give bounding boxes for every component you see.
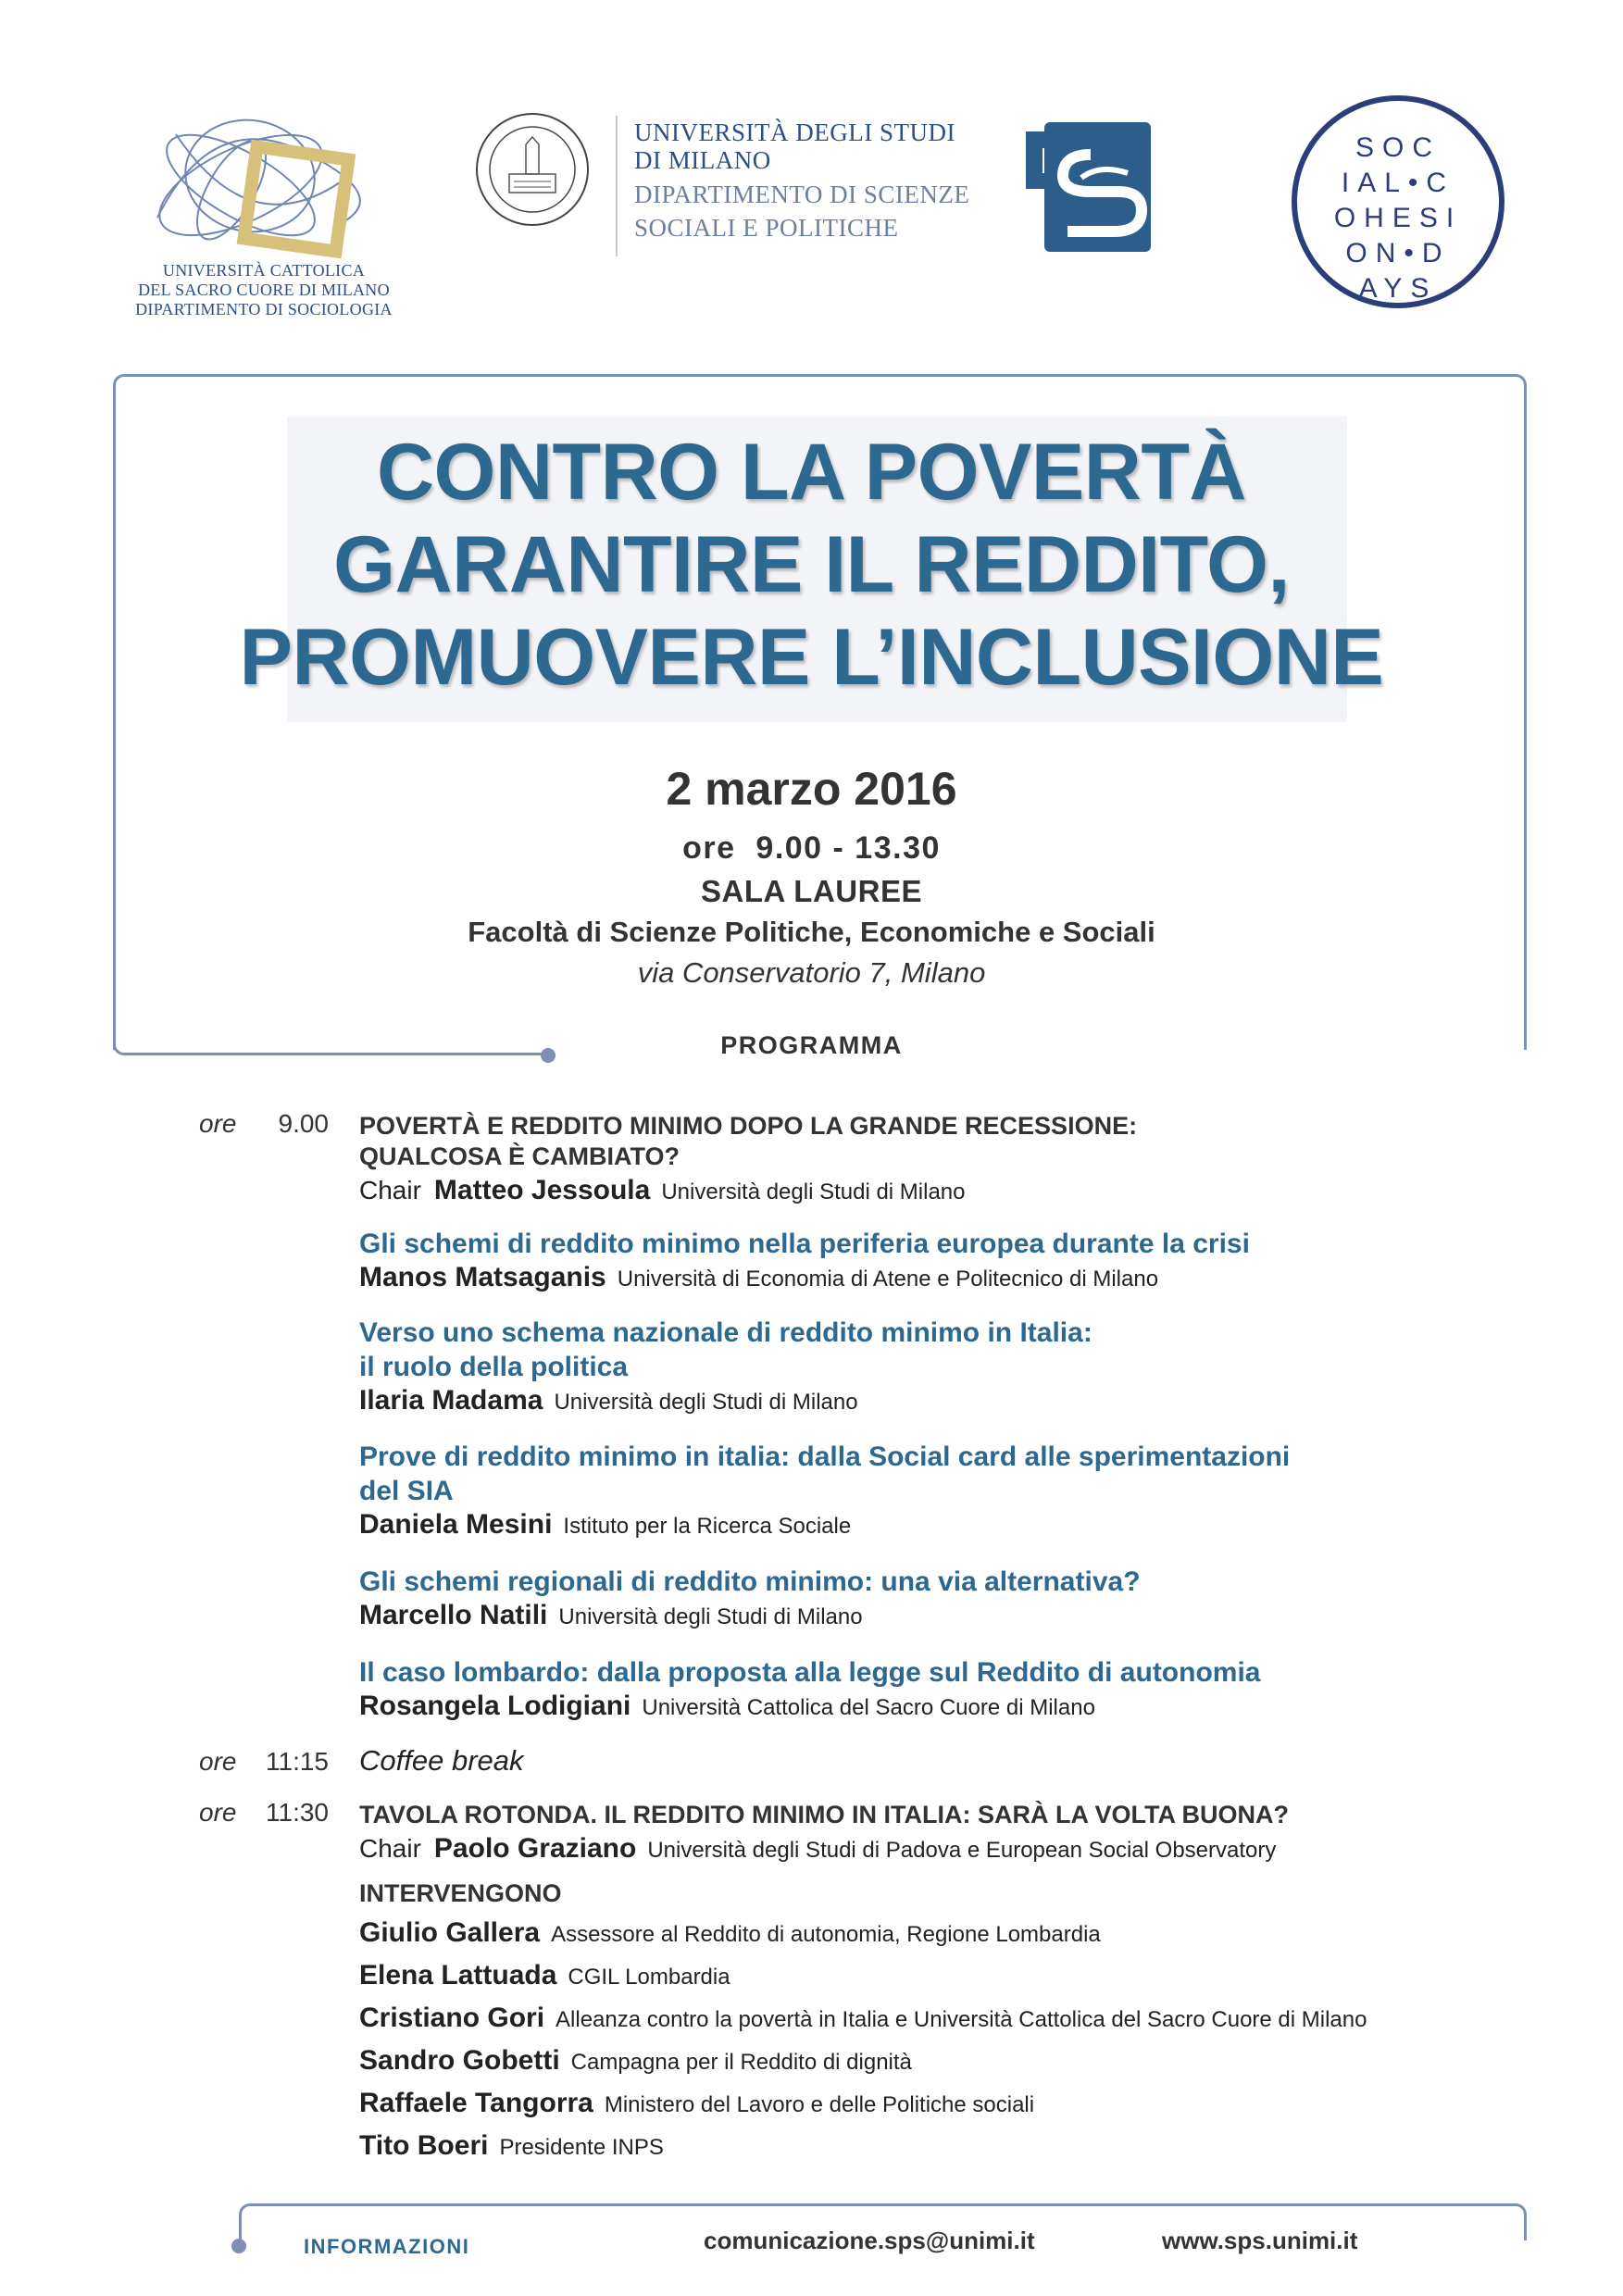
ucsc-line-3: DIPARTIMENTO DI SOCIOLOGIA [135, 300, 393, 318]
speaker-affiliation: Università degli Studi di Milano [558, 1604, 863, 1629]
speaker-affiliation: Campagna per il Reddito di dignità [570, 2050, 912, 2075]
scd-line-3: OHESI [1333, 203, 1463, 233]
title-line-2: GARANTIRE IL REDDITO, [333, 520, 1290, 609]
intervengono-heading: INTERVENGONO [359, 1879, 562, 1907]
session1-ore: ore [199, 1109, 237, 1138]
talk-title-line-2: il ruolo della politica [359, 1352, 629, 1382]
session1-time: 9.00 [278, 1109, 329, 1138]
unimi-seal [472, 109, 620, 257]
coffee-time: 11:15 [266, 1747, 329, 1776]
talk-title: Il caso lombardo: dalla proposta alla legge sul Reddito di autonomia [359, 1657, 1261, 1688]
session2-chair [359, 1832, 1517, 1867]
scd-line-5: AYS [1358, 273, 1438, 304]
talk-title: Gli schemi di reddito minimo nella periferia europea durante la crisi [359, 1229, 1250, 1259]
ucsc-line-1: UNIVERSITÀ CATTOLICA [162, 261, 366, 280]
speaker-affiliation: Presidente INPS [499, 2135, 664, 2160]
header-separator [616, 116, 618, 256]
social-cohesion-days-logo [1292, 95, 1504, 308]
unimi-name [634, 119, 969, 244]
session2-title: TAVOLA ROTONDA. IL REDDITO MINIMO IN ITALIA: SARÀ LA VOLTA BUONA? [359, 1801, 1289, 1828]
speaker-affiliation: Ministero del Lavoro e delle Politiche sociali [604, 2092, 1035, 2117]
talk-speaker [359, 1384, 1517, 1419]
page-title [185, 426, 1438, 704]
session1-title-line-1: POVERTÀ E REDDITO MINIMO DOPO LA GRANDE RECESSIONE: [359, 1112, 1138, 1140]
ucsc-logo [102, 97, 426, 329]
talk-5 [359, 1655, 1517, 1725]
footer-dot-icon [231, 2239, 246, 2253]
speaker-name: Elena Lattuada [359, 1960, 557, 1990]
programma-heading: PROGRAMMA [720, 1031, 903, 1059]
talk-3 [359, 1440, 1517, 1543]
unimi-line-2: DI MILANO [634, 146, 771, 174]
speaker-name: Tito Boeri [359, 2130, 489, 2161]
talk-title-line-1: Verso uno schema nazionale di reddito minimo in Italia: [359, 1317, 1092, 1348]
coffee-ore: ore [199, 1747, 237, 1776]
list-item [359, 2083, 1517, 2126]
title-line-3: PROMUOVERE L’INCLUSIONE [239, 613, 1384, 702]
chair-affiliation: Università degli Studi di Milano [661, 1179, 966, 1204]
talk-title-line-1: Prove di reddito minimo in italia: dalla Social card alle sperimentazioni [359, 1441, 1291, 1472]
ucsc-emblem-icon [102, 97, 426, 259]
unimi-line-1: UNIVERSITÀ DEGLI STUDI [634, 119, 955, 146]
chair-affiliation: Università degli Studi di Padova e European Social Observatory [647, 1838, 1277, 1863]
event-date: 2 marzo 2016 [666, 763, 957, 815]
speaker-name: Sandro Gobetti [359, 2045, 560, 2076]
speaker-affiliation: Alleanza contro la povertà in Italia e Università Cattolica del Sacro Cuore di Milano [556, 2007, 1367, 2032]
speaker-name: Marcello Natili [359, 1600, 548, 1630]
talk-title: Gli schemi regionali di reddito minimo: una via alternativa? [359, 1566, 1141, 1597]
session1 [359, 1111, 1517, 1209]
session2 [359, 1800, 1517, 2168]
title-line-1: CONTRO LA POVERTÀ [376, 428, 1247, 517]
speaker-name: Manos Matsaganis [359, 1262, 606, 1292]
info-email-link[interactable]: comunicazione.sps@unimi.it [704, 2227, 1035, 2254]
scd-line-1: SOC [1355, 132, 1441, 163]
speaker-affiliation: Università di Economia di Atene e Politecnico di Milano [617, 1267, 1159, 1292]
chair-name: Paolo Graziano [433, 1833, 637, 1864]
speaker-name: Rosangela Lodigiani [359, 1691, 631, 1721]
speaker-affiliation: Università degli Studi di Milano [554, 1390, 858, 1415]
scd-line-2: IAL•C [1341, 168, 1455, 198]
talk-speaker [359, 1690, 1517, 1725]
sps-logo-icon [1026, 122, 1165, 261]
speaker-name: Ilaria Madama [359, 1385, 543, 1416]
session2-ore: ore [199, 1798, 237, 1827]
list-item [359, 1998, 1517, 2040]
speaker-affiliation: CGIL Lombardia [568, 1965, 730, 1990]
list-item [359, 1955, 1517, 1998]
chair-name: Matteo Jessoula [433, 1175, 651, 1205]
scd-line-4: ON•D [1345, 238, 1451, 268]
session1-title-line-2: QUALCOSA È CAMBIATO? [359, 1142, 680, 1170]
info-website-link[interactable]: www.sps.unimi.it [1162, 2227, 1358, 2254]
chair-label: Chair [359, 1176, 421, 1204]
speaker-affiliation: Università Cattolica del Sacro Cuore di Milano [642, 1695, 1095, 1720]
talk-title-line-2: del SIA [359, 1476, 454, 1506]
talk-1 [359, 1227, 1517, 1296]
talk-speaker [359, 1508, 1517, 1543]
sps-logo [1026, 122, 1165, 261]
event-faculty: Facoltà di Scienze Politiche, Economiche e Sociali [468, 916, 1155, 948]
event-address: via Conservatorio 7, Milano [637, 956, 986, 989]
speaker-name: Daniela Mesini [359, 1509, 553, 1540]
list-item [359, 2126, 1517, 2168]
event-room: SALA LAUREE [701, 874, 922, 908]
session2-time: 11:30 [266, 1798, 329, 1827]
talk-speaker [359, 1261, 1517, 1296]
talk-4 [359, 1565, 1517, 1634]
speaker-name: Cristiano Gori [359, 2003, 545, 2033]
talk-2 [359, 1316, 1517, 1419]
speaker-name: Raffaele Tangorra [359, 2088, 593, 2118]
session1-chair [359, 1174, 1517, 1209]
event-time: ore 9.00 - 13.30 [682, 830, 941, 866]
dept-line-1: DIPARTIMENTO DI SCIENZE [634, 181, 970, 208]
ucsc-line-2: DEL SACRO CUORE DI MILANO [138, 281, 390, 299]
chair-label: Chair [359, 1834, 421, 1863]
list-item [359, 2040, 1517, 2083]
list-item [359, 1913, 1517, 1955]
speaker-name: Giulio Gallera [359, 1917, 541, 1948]
info-label: INFORMAZIONI [304, 2235, 470, 2258]
speakers-list [359, 1913, 1517, 2168]
speaker-affiliation: Istituto per la Ricerca Sociale [563, 1514, 852, 1539]
coffee-break: Coffee break [359, 1744, 524, 1777]
talk-speaker [359, 1599, 1517, 1634]
speaker-affiliation: Assessore al Reddito di autonomia, Regione Lombardia [551, 1922, 1101, 1947]
dept-line-2: SOCIALI E POLITICHE [634, 214, 899, 242]
unimi-seal-icon [472, 109, 593, 230]
